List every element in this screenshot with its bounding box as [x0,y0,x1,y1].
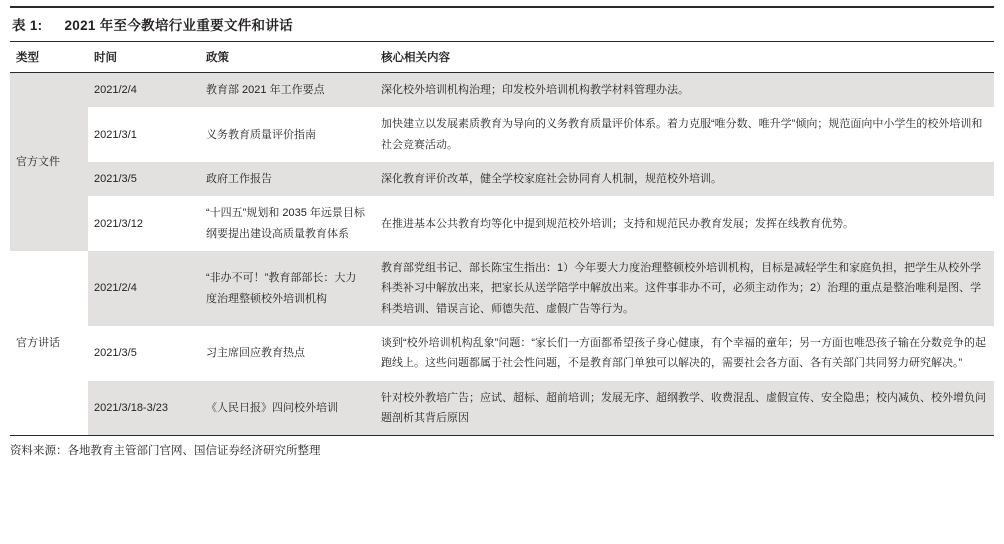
column-header-time: 时间 [88,42,200,73]
cell-date: 2021/2/4 [88,73,200,108]
group-label-official-documents: 官方文件 [10,73,88,252]
column-header-content: 核心相关内容 [375,42,994,73]
cell-date: 2021/3/5 [88,326,200,381]
cell-policy: 政府工作报告 [200,162,375,196]
cell-policy: 教育部 2021 年工作要点 [200,73,375,108]
table-row [10,326,994,381]
cell-content: 谈到“校外培训机构乱象”问题：“家长们一方面都希望孩子身心健康，有个幸福的童年；另一方面也唯恐孩子输在分数竞争的起跑线上。这些问题都属于社会性问题，不是教育部门单独可以解决的，需要社会各方面、各有关部门共同努力研究解决。” [375,326,994,381]
page-title: 2021 年至今教培行业重要文件和讲话 [64,18,293,33]
policy-table [10,42,994,435]
table-row [10,107,994,162]
cell-policy: “非办不可！”教育部部长：大力度治理整顿校外培训机构 [200,251,375,326]
cell-content: 在推进基本公共教育均等化中提到规范校外培训；支持和规范民办教育发展；发挥在线教育优势。 [375,196,994,251]
table-row [10,381,994,436]
column-header-policy: 政策 [200,42,375,73]
group-label-official-speeches: 官方讲话 [10,251,88,435]
cell-date: 2021/3/5 [88,162,200,196]
cell-policy: 《人民日报》四问校外培训 [200,381,375,436]
source-note: 资料来源：各地教育主管部门官网、国信证券经济研究所整理 [10,435,994,458]
cell-policy: 习主席回应教育热点 [200,326,375,381]
table-title-bar [10,6,994,42]
table-body [10,73,994,436]
cell-date: 2021/3/12 [88,196,200,251]
cell-content: 教育部党组书记、部长陈宝生指出：1）今年要大力度治理整顿校外培训机构，目标是减轻学生和家庭负担，把学生从校外学科类补习中解放出来，把家长从送学陪学中解放出来。这件事非办不可，必须主动作为；2）治理的重点是整治唯利是图、学科类培训、错误言论、师德失范、虚假广告等行为。 [375,251,994,326]
table-row [10,251,994,326]
cell-date: 2021/3/1 [88,107,200,162]
cell-policy: “十四五”规划和 2035 年远景目标纲要提出建设高质量教育体系 [200,196,375,251]
cell-date: 2021/3/18-3/23 [88,381,200,436]
cell-content: 加快建立以发展素质教育为导向的义务教育质量评价体系。着力克服“唯分数、唯升学”倾向；规范面向中小学生的校外培训和社会竞赛活动。 [375,107,994,162]
cell-date: 2021/2/4 [88,251,200,326]
cell-policy: 义务教育质量评价指南 [200,107,375,162]
table-header-row [10,42,994,73]
table-row [10,73,994,108]
document-page [0,6,1004,544]
table-row [10,196,994,251]
column-header-type: 类型 [10,42,88,73]
table-number-label: 表 1: [12,18,43,33]
table-header [10,42,994,73]
cell-content: 深化校外培训机构治理；印发校外培训机构教学材料管理办法。 [375,73,994,108]
table-row [10,162,994,196]
cell-content: 深化教育评价改革，健全学校家庭社会协同育人机制，规范校外培训。 [375,162,994,196]
cell-content: 针对校外教培广告；应试、超标、超前培训；发展无序、超纲教学、收费混乱、虚假宣传、安全隐患；校内减负、校外增负问题剖析其背后原因 [375,381,994,436]
